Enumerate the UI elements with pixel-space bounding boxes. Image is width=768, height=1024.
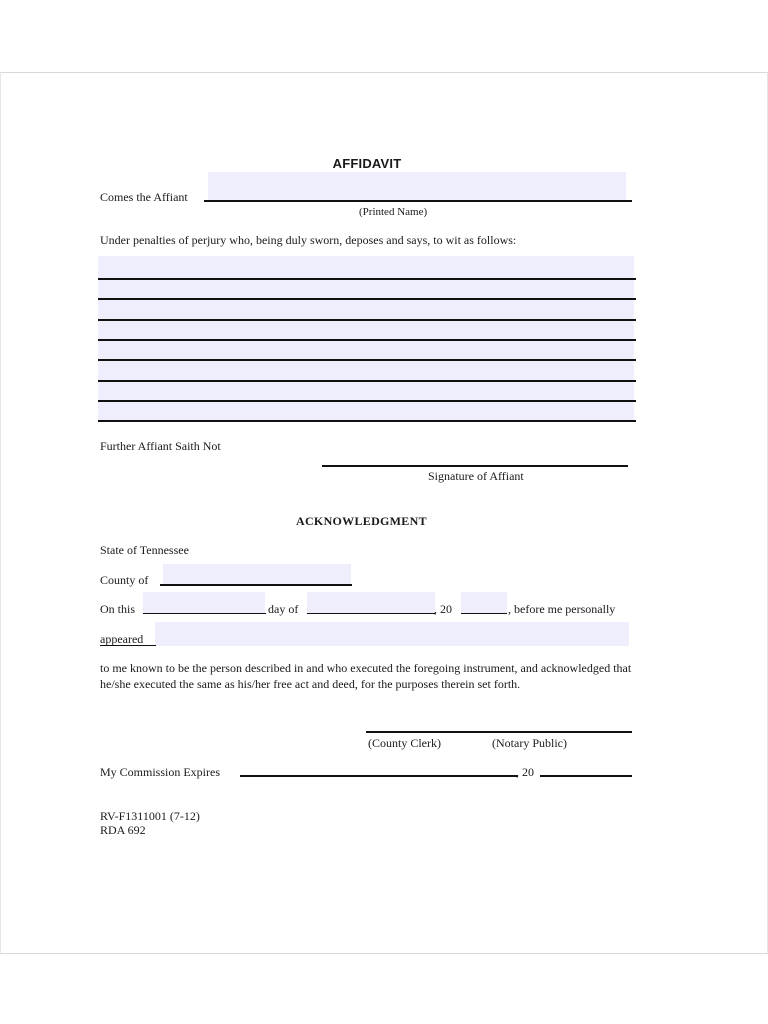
commission-date-line[interactable] bbox=[240, 775, 518, 777]
statement-line bbox=[98, 420, 636, 422]
notary-public-caption: (Notary Public) bbox=[492, 736, 567, 750]
statement-line bbox=[98, 400, 636, 402]
statement-line bbox=[98, 319, 636, 321]
commission-label: My Commission Expires bbox=[100, 765, 221, 779]
month-field[interactable] bbox=[307, 592, 435, 614]
commission-year-line[interactable] bbox=[540, 775, 632, 777]
county-clerk-caption: (County Clerk) bbox=[368, 736, 441, 750]
day-line bbox=[143, 613, 266, 614]
comes-affiant-label: Comes the Affiant bbox=[100, 190, 188, 204]
day-field[interactable] bbox=[143, 592, 265, 614]
appeared-field[interactable] bbox=[155, 622, 629, 646]
known-paragraph: to me known to be the person described in and who executed the foregoing instrument, and acknowledged that he/she executed the same as his/her free act and deed, for the purposes therein set forth. bbox=[100, 661, 632, 691]
printed-name-line bbox=[204, 200, 632, 202]
statement-line bbox=[98, 339, 636, 341]
further-affiant-text: Further Affiant Saith Not bbox=[100, 439, 221, 453]
document-title: AFFIDAVIT bbox=[332, 156, 402, 171]
before-me-label: , before me personally bbox=[508, 602, 616, 616]
year-prefix-label: , 20 bbox=[434, 602, 452, 616]
county-label: County of bbox=[100, 573, 149, 587]
day-of-label: day of bbox=[268, 602, 299, 616]
acknowledgment-heading: ACKNOWLEDGMENT bbox=[296, 514, 427, 528]
clerk-notary-signature-line[interactable] bbox=[366, 731, 632, 733]
year-field[interactable] bbox=[461, 592, 507, 614]
year-line bbox=[461, 613, 507, 614]
appeared-line bbox=[100, 645, 156, 646]
commission-year-label: , 20 bbox=[516, 765, 534, 779]
statement-line bbox=[98, 380, 636, 382]
statement-line bbox=[98, 278, 636, 280]
appeared-label: appeared bbox=[100, 632, 144, 646]
statement-line bbox=[98, 359, 636, 361]
printed-name-field[interactable] bbox=[208, 172, 626, 202]
county-field[interactable] bbox=[163, 564, 351, 586]
county-line bbox=[160, 584, 352, 586]
month-line bbox=[307, 613, 435, 614]
signature-caption: Signature of Affiant bbox=[428, 469, 524, 483]
statement-line bbox=[98, 298, 636, 300]
on-this-label: On this bbox=[100, 602, 136, 616]
rda-number: RDA 692 bbox=[100, 823, 146, 837]
perjury-statement: Under penalties of perjury who, being duly sworn, deposes and says, to wit as follows: bbox=[100, 233, 517, 247]
state-text: State of Tennessee bbox=[100, 543, 189, 557]
signature-line[interactable] bbox=[322, 465, 628, 467]
printed-name-caption: (Printed Name) bbox=[359, 206, 428, 218]
form-number: RV-F1311001 (7-12) bbox=[100, 809, 200, 823]
